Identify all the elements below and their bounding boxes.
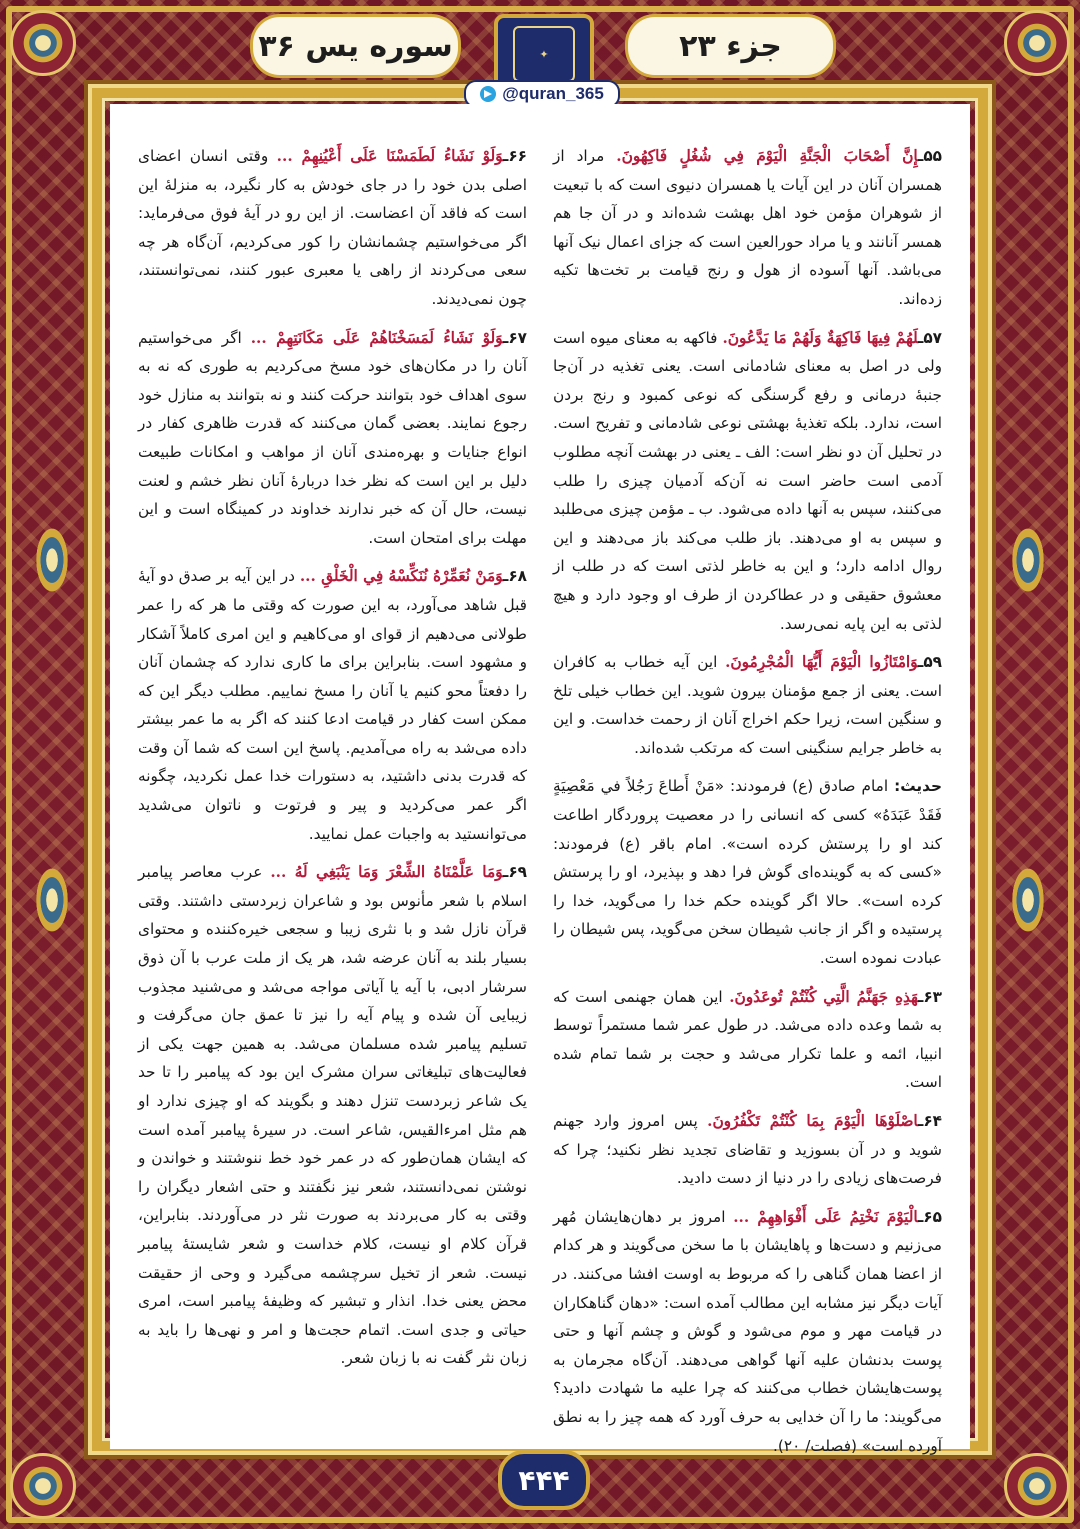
juz-title: جزء ۲۳	[625, 14, 836, 78]
commentary-text: امام صادق (ع) فرمودند: «مَنْ أَطاعَ رَجُلاً في مَعْصِيَةٍ فَقَدْ عَبَدَهُ» کسی که انسانی را در معصیت پروردگار اطاعت کند او را پرستش کرده است». امام باقر (ع) فرمودند: «کسی که به گوینده‌ای گوش فرا دهد و بپذیرد، او را پرستش کرده است». حالا اگر گوینده حکم خدا را می‌گوید، خدا را پرستیده و اگر از جانب شیطان سخن می‌گوید، پس شیطان را عبادت نموده است.	[553, 777, 942, 968]
corner-ornament-icon	[10, 1453, 76, 1519]
commentary-paragraph	[138, 324, 527, 553]
verse-text: الْيَوْمَ نَخْتِمُ عَلَى أَفْوَاهِهِمْ ...	[733, 1207, 919, 1226]
verse-text: وَمَنْ نُعَمِّرْهُ نُنَكِّسْهُ فِي الْخَلْقِ ...	[299, 567, 504, 586]
commentary-paragraph	[553, 142, 942, 314]
verse-number: ۶۶ـ	[503, 147, 527, 165]
content-area	[110, 104, 970, 1455]
commentary-paragraph	[553, 983, 942, 1097]
verse-text: إِنَّ أَصْحَابَ الْجَنَّةِ الْيَوْمَ فِي شُغُلٍ فَاكِهُونَ.	[616, 147, 919, 165]
logo-calligraphy-icon: ✦	[513, 26, 575, 82]
telegram-icon	[480, 86, 496, 102]
verse-number: ۶۹ـ	[503, 863, 527, 882]
verse-number: ۵۷ـ	[918, 328, 942, 347]
side-ornament-icon	[1008, 520, 1048, 600]
left-column	[138, 142, 527, 1429]
commentary-paragraph	[553, 648, 942, 762]
commentary-text: در این آیه بر صدق دو آیهٔ قبل شاهد می‌آورد، به این صورت که وقتی ما هر که را عمر طولانی می‌دهیم از قوای او می‌کاهیم و این امری کاملاً آشکار و مشهود است. بنابراین برای ما کاری ندارد که چشمان آنان را دفعتاً محو کنیم یا آنان را مسخ نماییم. مطلب دیگر این که ممکن است کفار در قیامت ادعا کنند که اگر به ما عمر بیشتر داده می‌شد به راه می‌آمدیم. پاسخ این است که شما آن وقت که قدرت بدنی داشتید، به دستورات خدا عمل نکردید، چگونه اگر عمر می‌کردید و پیر و فرتوت و ناتوان می‌شدید می‌توانستید به واجبات عمل نمایید.	[138, 567, 527, 843]
commentary-paragraph	[553, 1107, 942, 1193]
commentary-text: وقتی انسان اعضای اصلی بدن خود را در جای خودش به کار نگیرد، به منزلهٔ این است که فاقد آن اعضاست. از این رو در آیهٔ فوق می‌فرماید: اگر می‌خواستیم چشمانشان را کور می‌کردیم، آن‌گاه هر چه سعی می‌کردند از راهی یا معبری عبور کنند، نمی‌توانستند، چون نمی‌دیدند.	[138, 147, 527, 308]
commentary-text: مراد از همسران آنان در این آیات یا همسران دنیوی است که با تبعیت از شوهران مؤمن خود اهل بهشت شده‌اند و در آن جا هم همسر آنانند و یا مراد حورالعین است که جزای اعمال نیک آنها می‌باشد. آنها آسوده از هول و رنج قیامت بر تخت‌ها تکیه زده‌اند.	[553, 147, 942, 308]
verse-text: وَلَوْ نَشَاءُ لَطَمَسْنَا عَلَى أَعْيُنِهِمْ ...	[276, 147, 504, 165]
verse-number: حدیث:	[894, 777, 942, 796]
right-column	[553, 142, 942, 1455]
commentary-paragraph	[553, 324, 942, 639]
commentary-text: عرب معاصر پیامبر اسلام با شعر مأنوس بود و شاعران زبردستی داشتند. وقتی قرآن نازل شد و با نثری زیبا و سجعی خیره‌کننده و محتوای بسیار بلند به آنان عرضه شد، هر یک از ملت عرب با آن ذوق سرشار ادبی، با آیه یا آیاتی مواجه می‌شد و می‌شنید مجذوب زیبایی آن شده و پیام آیه را نیز تا عمق جان می‌گرفت و تسلیم پیامبر شده مسلمان می‌شد. به همین جهت یکی از فعالیت‌های تبلیغاتی سران مشرک این بود که پیامبر را تا حد یک شاعر زبردست تنزل دهند و بگویند که او چیزی ندارد او هم مثل امرءالقیس، شاعر است. در سیرهٔ پیامبر آمده است که ایشان همان‌طور که در عمر خود خط ننوشتند و خواندن و نوشتن نمی‌دانستند، شعر نیز نگفتند و حتی اشعار دیگران را وقتی به کار می‌بردند به صورت نثر در می‌آوردند. بنابراین، قرآن کلام او نیست، کلام خداست و شعر شایستهٔ پیامبر نیست. شعر از تخیل سرچشمه می‌گیرد و وحی از حقیقت محض یعنی خدا. انذار و تبشیر که وظیفهٔ پیامبر است، امری حیاتی و جدی است. اتمام حجت‌ها و امر و نهی‌ها را باید به زبان نثر گفت نه با زبان شعر.	[138, 863, 527, 1368]
corner-ornament-icon	[10, 10, 76, 76]
page-number: ۴۴۴	[498, 1450, 590, 1510]
verse-number: ۶۷ـ	[503, 328, 527, 347]
verse-text: وَمَا عَلَّمْنَاهُ الشِّعْرَ وَمَا يَنْبَغِي لَهُ ...	[270, 863, 504, 882]
verse-number: ۵۵ـ	[918, 147, 942, 165]
commentary-paragraph	[138, 142, 527, 314]
commentary-text: فاکهه به معنای میوه است ولی در اصل به معنای شادمانی است. یعنی تغذیه در آن‌جا جنبهٔ درمانی و رفع گرسنگی که نوعی کمبود و رنج بردن است، ندارد. بلکه تغذیهٔ بهشتی نوعی شادمانی و تفریح است. در تحلیل آن دو نظر است: الف ـ یعنی در بهشت آنچه مطلوب آدمی است حاضر است نه آن‌که آدمیان چیزی را طلب می‌کنند، سپس به آنها داده می‌شود. ب ـ مؤمن چیزی می‌طلبد و سپس به او می‌دهند. باز طلب می‌کند باز می‌دهند و این روال ادامه دارد؛ و این به خاطر لذتی است که در طلب از معشوق حقیقی و در عطاکردن از طرف او وجود دارد و هیچ لذتی به این پایه نمی‌رسد.	[553, 328, 942, 633]
commentary-text: امروز بر دهان‌هایشان مُهر می‌زنیم و دست‌ها و پاهایشان با ما سخن می‌گویند و هر کدام از اعضا همان گناهی را که مربوط به اوست افشا می‌کنند. در آیات دیگر نیز مشابه این مطالب آمده است: «دهان گناهکاران در قیامت مهر و موم می‌شود و گوش و چشم آنها و حتی پوست بدنشان علیه آنها گواهی می‌دهند. آن‌گاه مجرمان به پوست‌هایشان خطاب می‌کنند که چرا علیه ما شهادت دادید؟ می‌گویند: ما را آن خدایی به حرف آورد که همه چیز را به نطق آورده است» (فصلت/ ۲۰).	[553, 1207, 942, 1455]
commentary-paragraph	[138, 562, 527, 848]
verse-text: وَامْتَازُوا الْيَوْمَ أَيُّهَا الْمُجْرِمُونَ.	[725, 653, 919, 672]
surah-title: سوره یس ۳۶	[250, 14, 461, 78]
side-ornament-icon	[32, 860, 72, 940]
verse-text: لَهُمْ فِيهَا فَاكِهَةٌ وَلَهُمْ مَا يَدَّعُونَ.	[722, 328, 919, 347]
commentary-text: اگر می‌خواستیم آنان را در مکان‌های خود مسخ می‌کردیم به طوری که نه به سوی اهداف خود بتوانند حرکت کنند و نه بتوانند به منازل خود رجوع نمایند. بعضی گمان می‌کنند که قدرت ظاهری کفار در انواع جنایات و بهره‌مندی آنان از مواهب و امکانات طبیعت دلیل بر این است که نظر خدا دربارهٔ آنان نظر خشم و لعنت نیست، حال آن که خبر ندارند خداوند در کمینگاه است و این مهلت برای امتحان است.	[138, 328, 527, 547]
commentary-text: پس امروز وارد جهنم شوید و در آن بسوزید و تقاضای تجدید نظر نکنید؛ چرا که فرصت‌های زیادی را در دنیا از دست دادید.	[553, 1112, 942, 1188]
handle-text: @quran_365	[502, 84, 604, 103]
verse-number: ۶۳ـ	[918, 987, 942, 1006]
corner-ornament-icon	[1004, 1453, 1070, 1519]
verse-number: ۵۹ـ	[918, 653, 942, 672]
commentary-text: این آیه خطاب به کافران است. یعنی از جمع مؤمنان بیرون شوید. این خطاب خیلی تلخ و سنگین است، زیرا حکم اخراج آنان از رحمت خداست. و این به خاطر جرایم سنگینی است که مرتکب شده‌اند.	[553, 653, 942, 757]
side-ornament-icon	[1008, 860, 1048, 940]
side-ornament-icon	[32, 520, 72, 600]
commentary-paragraph	[553, 1203, 942, 1460]
verse-text: اصْلَوْهَا الْيَوْمَ بِمَا كُنْتُمْ تَكْفُرُونَ.	[707, 1112, 919, 1130]
commentary-paragraph	[138, 858, 527, 1373]
verse-number: ۶۴ـ	[918, 1112, 942, 1130]
commentary-text: این همان جهنمی است که به شما وعده داده می‌شد. در طول عمر شما مستمراً توسط انبیا، ائمه و علما تکرار می‌شد و حجت بر شما تمام شده است.	[553, 987, 942, 1092]
verse-text: وَلَوْ نَشَاءُ لَمَسَخْنَاهُمْ عَلَى مَكَانَتِهِمْ ...	[250, 328, 504, 347]
commentary-paragraph	[553, 772, 942, 972]
verse-number: ۶۵ـ	[918, 1207, 942, 1226]
verse-number: ۶۸ـ	[503, 567, 528, 586]
corner-ornament-icon	[1004, 10, 1070, 76]
verse-text: هَذِهِ جَهَنَّمُ الَّتِي كُنْتُمْ تُوعَدُونَ.	[729, 987, 919, 1006]
